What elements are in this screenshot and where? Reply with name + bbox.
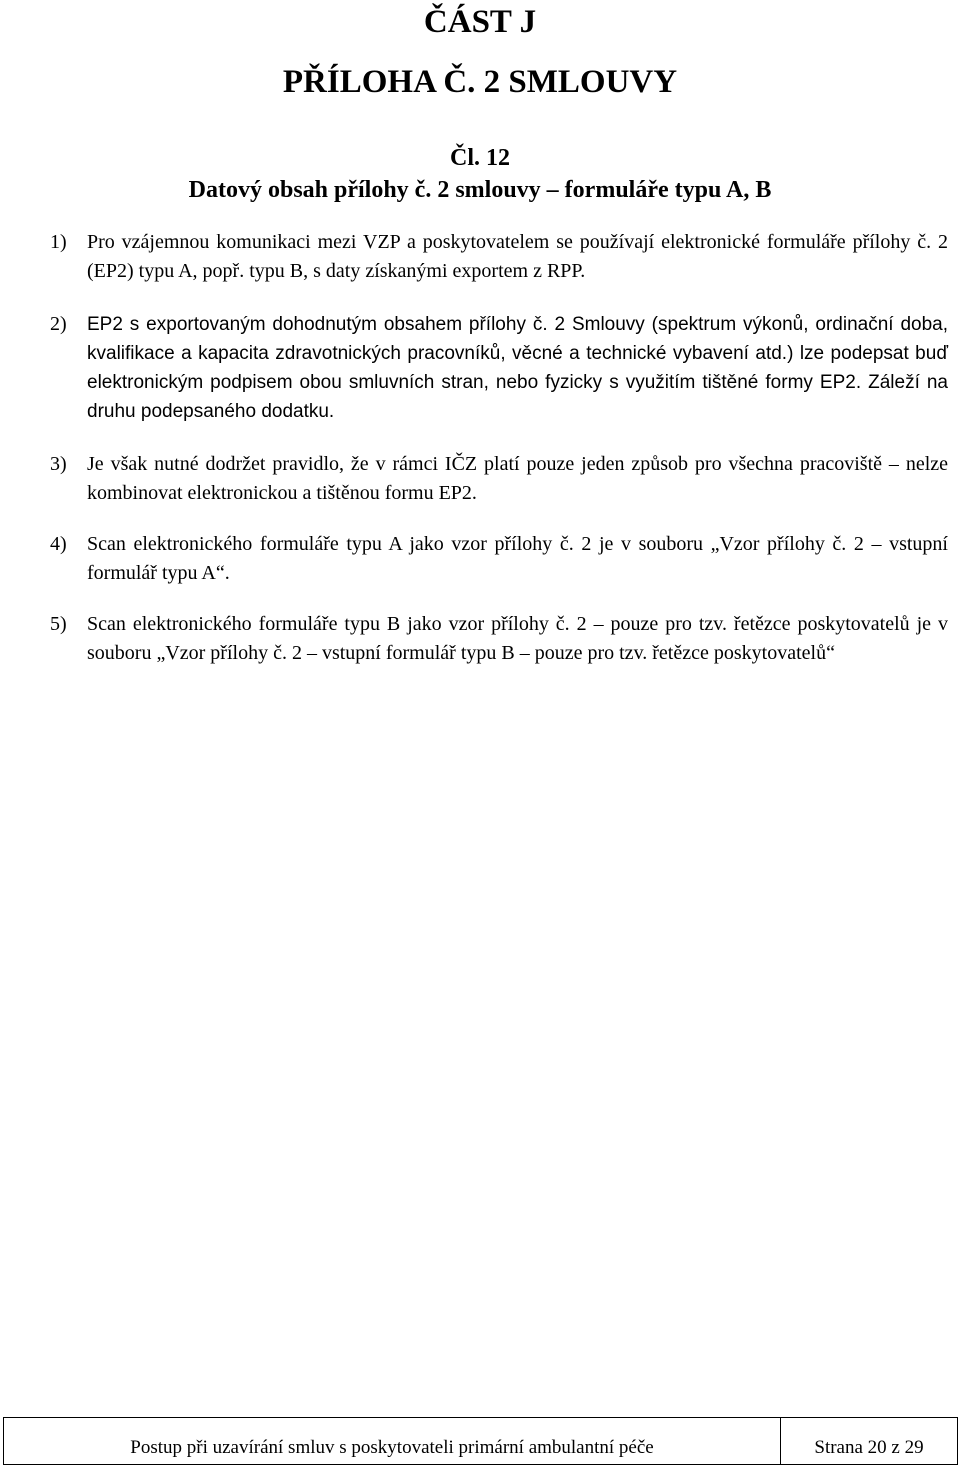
list-item-number: 1) [50, 231, 67, 253]
list-item-text: Scan elektronického formuláře typu B jako vzor přílohy č. 2 – pouze pro tzv. řetězce poskytovatelů je v souboru „Vzor přílohy č. 2 – vstupní formulář typu B – pouze pro tzv. řetězce poskytovatelů“ [87, 613, 948, 664]
list-item [50, 450, 948, 508]
list-item-text: EP2 s exportovaným dohodnutým obsahem přílohy č. 2 Smlouvy (spektrum výkonů, ordinační doba, kvalifikace a kapacita zdravotnických pracovníků, věcné a technické vybavení atd.) lze podepsat buď elektronickým podpisem obou smluvních stran, nebo fyzicky s využitím tištěné formy EP2. Záleží na druhu podepsaného dodatku. [87, 314, 948, 422]
list-item-number: 5) [50, 613, 67, 635]
page-footer [3, 1417, 958, 1465]
list-item-text: Pro vzájemnou komunikaci mezi VZP a poskytovatelem se používají elektronické formuláře přílohy č. 2 (EP2) typu A, popř. typu B, s daty získanými exportem z RPP. [87, 231, 948, 282]
list-item-number: 2) [50, 313, 67, 335]
annex-title: PŘÍLOHA Č. 2 SMLOUVY [282, 64, 678, 100]
list-item-number: 4) [50, 533, 67, 555]
list-item-text: Je však nutné dodržet pravidlo, že v rámci IČZ platí pouze jeden způsob pro všechna pracoviště – nelze kombinovat elektronickou a tištěnou formu EP2. [87, 453, 948, 504]
article-heading: Datový obsah přílohy č. 2 smlouvy – formuláře typu A, B [188, 177, 772, 203]
footer-page-number: Strana 20 z 29 [814, 1437, 924, 1458]
list-item-text: Scan elektronického formuláře typu A jako vzor přílohy č. 2 je v souboru „Vzor přílohy č. 2 – vstupní formulář typu A“. [87, 533, 948, 584]
list-item [50, 228, 948, 286]
part-title: ČÁST J [423, 4, 537, 40]
list-item [50, 310, 948, 426]
footer-document-title: Postup při uzavírání smluv s poskytovateli primární ambulantní péče [4, 1418, 781, 1464]
article-number: Čl. 12 [450, 145, 510, 171]
list-item [50, 530, 948, 588]
numbered-list [50, 228, 948, 668]
list-item [50, 610, 948, 668]
list-item-number: 3) [50, 453, 67, 475]
